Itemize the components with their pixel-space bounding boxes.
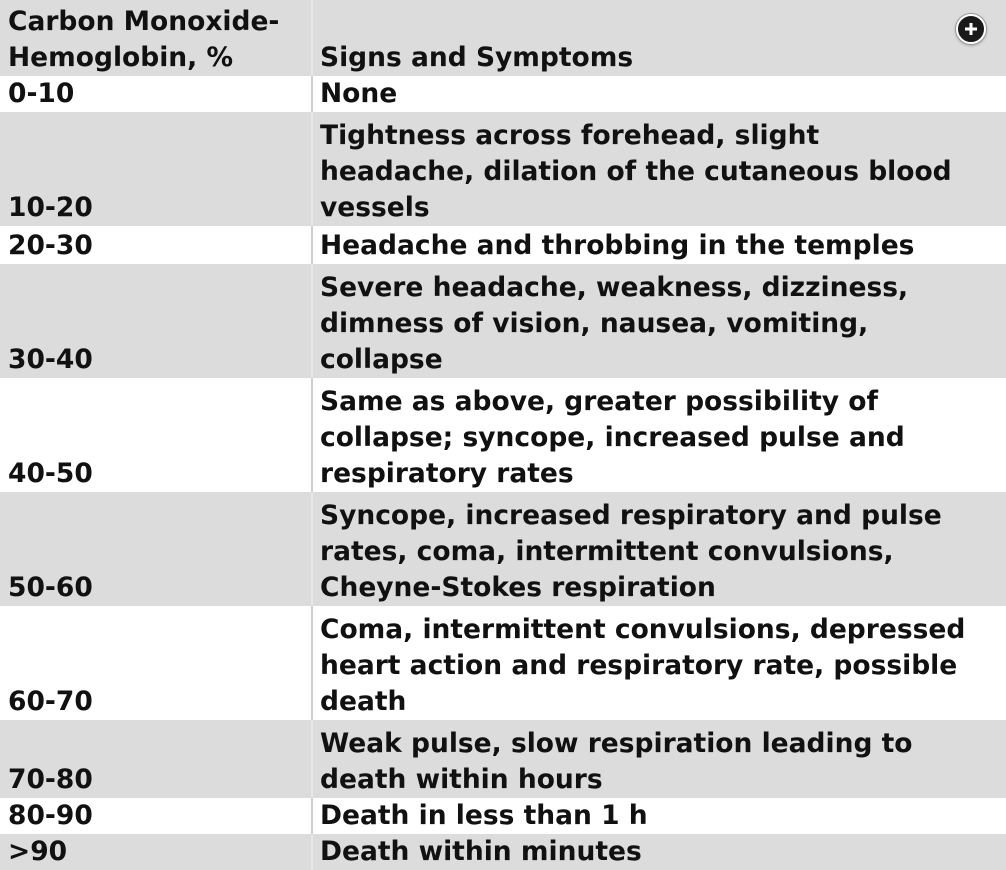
symptoms-cell: Death within minutes xyxy=(320,836,642,867)
header-signs-symptoms: Signs and Symptoms xyxy=(320,42,634,73)
cohb-range-cell: 50-60 xyxy=(0,492,313,606)
cohb-range-cell: 80-90 xyxy=(0,798,313,834)
table-row xyxy=(0,798,1006,834)
table-header-row xyxy=(0,0,1006,76)
table-row xyxy=(0,112,1006,226)
symptoms-cell: Same as above, greater possibility of collapse; syncope, increased pulse and respiratory rates xyxy=(320,386,905,489)
symptoms-cell: Coma, intermittent convulsions, depressed heart action and respiratory rate, possible death xyxy=(320,614,966,717)
symptoms-cell: Severe headache, weakness, dizziness, dimness of vision, nausea, vomiting, collapse xyxy=(320,272,909,375)
cohb-range-cell: 10-20 xyxy=(0,112,313,226)
cohb-range-cell: 70-80 xyxy=(0,720,313,798)
cohb-range-cell: 60-70 xyxy=(0,606,313,720)
table-row xyxy=(0,834,1006,870)
table-row xyxy=(0,378,1006,492)
header-cohb-percent: Carbon Monoxide- Hemoglobin, % xyxy=(0,0,313,76)
table-row xyxy=(0,492,1006,606)
symptoms-cell: Death in less than 1 h xyxy=(320,800,648,831)
cohb-range-cell: 20-30 xyxy=(0,226,313,264)
symptoms-cell: Headache and throbbing in the temples xyxy=(320,230,915,261)
cohb-range-cell: 0-10 xyxy=(0,76,313,112)
expand-table-button[interactable] xyxy=(956,14,986,44)
symptoms-cell: None xyxy=(320,78,398,109)
table-row xyxy=(0,606,1006,720)
symptoms-cell: Weak pulse, slow respiration leading to death within hours xyxy=(320,728,913,795)
table-row xyxy=(0,720,1006,798)
cohb-range-cell: >90 xyxy=(0,834,313,870)
symptoms-cell: Syncope, increased respiratory and pulse rates, coma, intermittent convulsions, Cheyne-Stokes respiration xyxy=(320,500,942,603)
table-row xyxy=(0,226,1006,264)
cohb-range-cell: 30-40 xyxy=(0,264,313,378)
table-row xyxy=(0,76,1006,112)
cohb-range-cell: 40-50 xyxy=(0,378,313,492)
symptoms-cell: Tightness across forehead, slight headache, dilation of the cutaneous blood vessels xyxy=(320,120,952,223)
plus-circle-icon xyxy=(964,22,978,36)
table-row xyxy=(0,264,1006,378)
